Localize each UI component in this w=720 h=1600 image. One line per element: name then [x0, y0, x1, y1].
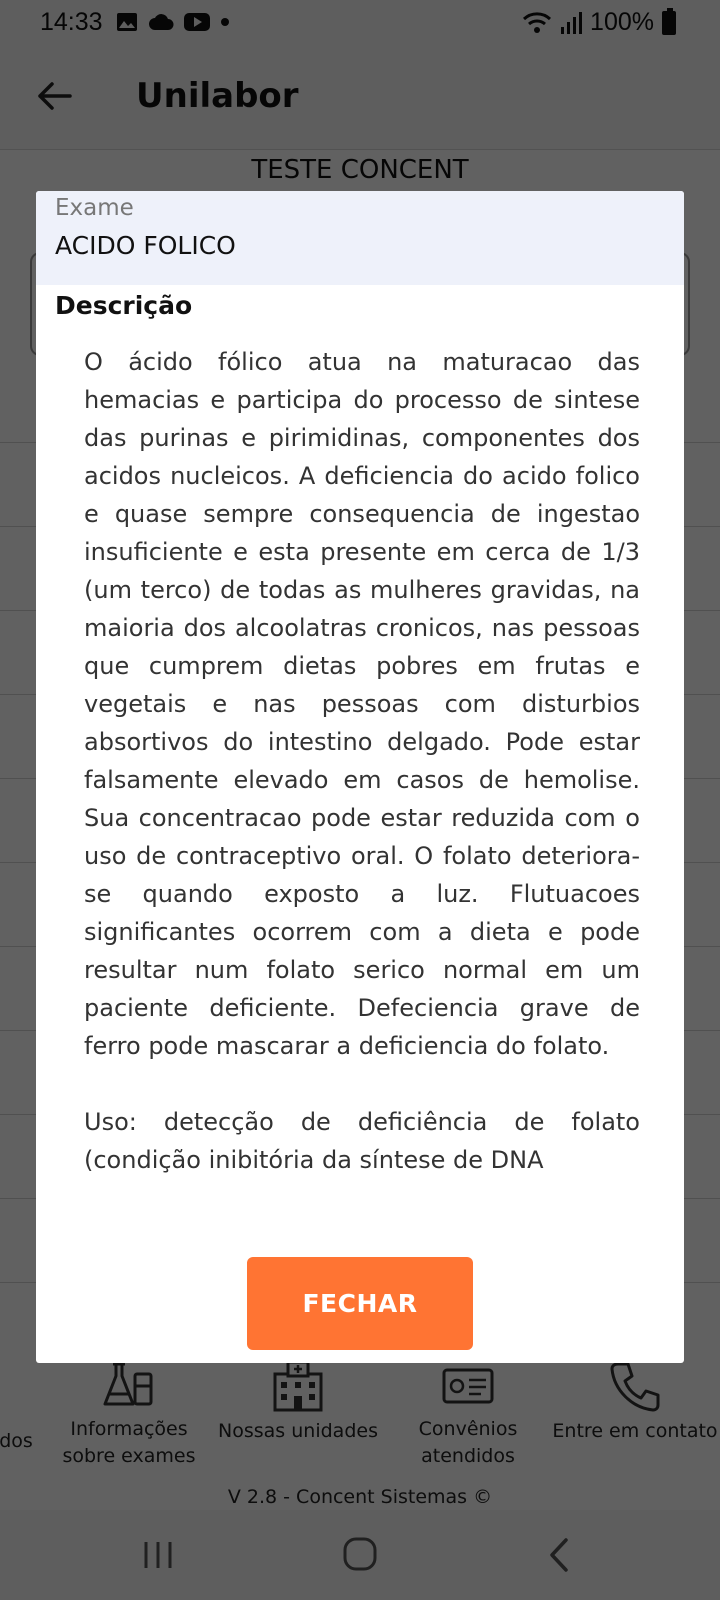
dialog-header [36, 191, 684, 285]
description-paragraph: O ácido fólico atua na maturacao das hemacias e participa do processo de sintese das purinas e pirimidinas, componentes dos acidos nucleicos. A deficiencia do acido folico e quase sempre consequencia de ingestao insuficiente e esta presente em cerca de 1/3 (um terco) de todas as mulheres gravidas, na maioria dos alcoolatras cronicos, nas pessoas que cumprem dietas pobres em frutas e vegetais e nas pessoas com disturbios absortivos do intestino delgado. Pode estar falsamente elevado em casos de hemolise. Sua concentracao pode estar reduzida com o uso de contraceptivo oral. O folato deteriora-se quando exposto a luz. Flutuacoes significantes ocorrem com a dieta e pode resultar num folato serico normal em um paciente deficiente. Defeciencia grave de ferro pode mascarar a deficiencia do folato. [84, 348, 640, 1060]
exam-name: ACIDO FOLICO [55, 231, 236, 260]
description-scroll-area[interactable] [84, 343, 640, 1243]
description-title: Descrição [55, 291, 193, 320]
close-button[interactable]: FECHAR [247, 1257, 473, 1350]
exam-label: Exame [55, 195, 134, 221]
exam-detail-dialog [36, 191, 684, 1363]
description-paragraph: Uso: detecção de deficiência de folato (condição inibitória da síntese de DNA [84, 1108, 640, 1174]
